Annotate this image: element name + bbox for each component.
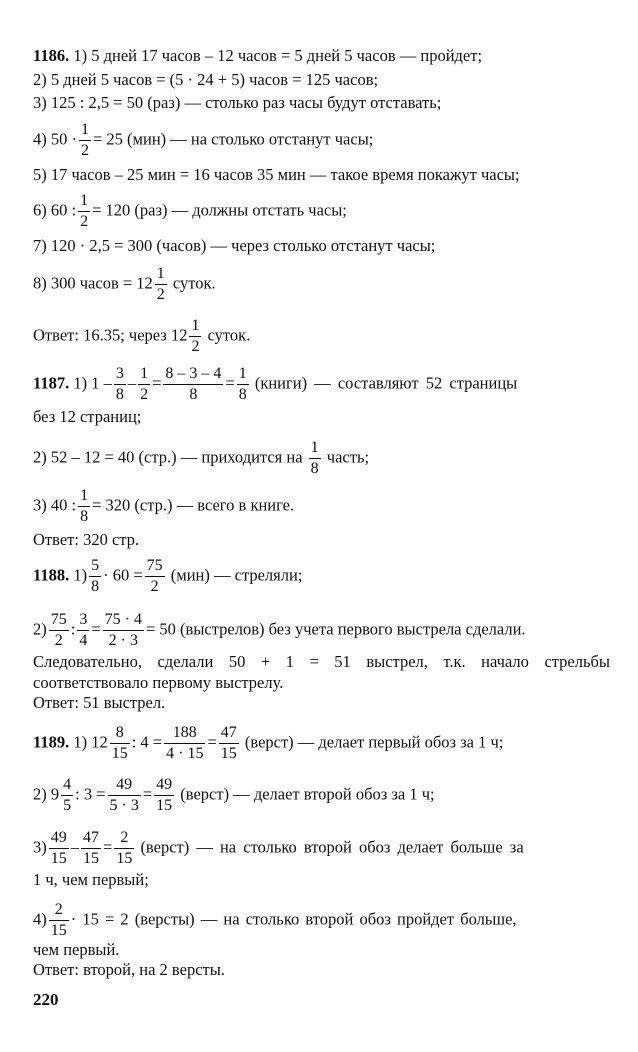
denominator: 8 <box>80 508 89 525</box>
numerator: 1 <box>138 366 150 385</box>
denominator: 8 <box>238 386 247 403</box>
problem-number: 1186. <box>33 46 70 65</box>
operator: : 3 = <box>75 784 106 804</box>
operator: = <box>207 732 217 752</box>
text: (верст) — на столько второй обоз делает больше за <box>140 837 524 857</box>
text: суток. <box>172 273 216 293</box>
denominator: 2 <box>81 142 89 159</box>
operator: = <box>152 373 162 393</box>
fraction <box>114 830 134 867</box>
operator: = <box>91 619 101 639</box>
text: 2) 52 – 12 = 40 (стр.) — приходится на <box>33 447 303 467</box>
text: часть; <box>326 447 370 467</box>
text: = 25 (мин) — на столько отстанут часы; <box>93 129 374 149</box>
denominator: 5 <box>63 797 72 814</box>
fraction <box>49 612 69 649</box>
numerator: 1 <box>79 122 91 141</box>
problem-1186-line-6 <box>33 193 610 230</box>
problem-1186-line-4 <box>33 122 610 159</box>
numerator: 75 <box>145 558 165 577</box>
fraction <box>49 830 69 867</box>
numerator: 1 <box>78 488 90 507</box>
denominator: 15 <box>220 745 237 762</box>
numerator: 1 <box>78 193 90 212</box>
text: 4) <box>33 909 47 929</box>
numerator: 47 <box>219 725 239 744</box>
problem-1186-line-5: 5) 17 часов – 25 мин = 16 часов 35 мин — такое время покажут часы; <box>33 165 520 184</box>
numerator: 2 <box>114 830 134 849</box>
operator: : <box>70 619 76 639</box>
problem-1188-line-4: соответствовало первому выстрелу. <box>33 673 284 692</box>
problem-1186-line-8 <box>33 266 610 303</box>
numerator: 49 <box>49 830 69 849</box>
problem-number: 1187. <box>33 373 70 393</box>
fraction <box>219 725 239 762</box>
text: 4) 50 · <box>33 129 77 149</box>
numerator: 49 <box>108 777 141 796</box>
problem-1186-line-7: 7) 120 · 2,5 = 300 (часов) — через столько отстанут часы; <box>33 236 436 255</box>
denominator: 15 <box>83 850 99 867</box>
numerator: 49 <box>154 777 174 796</box>
numerator: 2 <box>49 902 69 921</box>
text: 8) 300 часов = 12 <box>33 273 153 293</box>
operator: = <box>103 837 113 857</box>
problem-number: 1189. <box>33 732 70 752</box>
fraction <box>138 366 150 403</box>
numerator: 8 <box>110 725 130 744</box>
denominator: 8 <box>189 386 198 403</box>
fraction <box>103 612 144 649</box>
denominator: 2 · 3 <box>108 632 138 649</box>
fraction <box>77 612 89 649</box>
numerator: 1 <box>155 266 167 285</box>
denominator: 2 <box>54 632 63 649</box>
fraction <box>237 366 249 403</box>
text: = 120 (раз) — должны отстать часы; <box>92 200 347 220</box>
problem-1187-line-1 <box>33 366 610 403</box>
problem-1189-line-1 <box>33 725 610 762</box>
denominator: 8 <box>115 386 124 403</box>
fraction <box>78 488 90 525</box>
problem-1186-answer <box>33 318 610 355</box>
fraction <box>89 558 101 595</box>
operator: · 60 = <box>103 565 143 585</box>
fraction <box>189 318 201 355</box>
problem-1189-line-2 <box>33 777 610 814</box>
denominator: 2 <box>80 213 89 230</box>
fraction <box>108 777 141 814</box>
text: Ответ: 16.35; через 12 <box>33 325 188 345</box>
numerator: 3 <box>77 612 89 631</box>
numerator: 75 · 4 <box>103 612 144 631</box>
problem-1187-line-3 <box>33 488 610 525</box>
operator: – <box>70 837 79 857</box>
problem-1186-line-2: 2) 5 дней 5 часов = (5 · 24 + 5) часов = 125 часов; <box>33 70 379 89</box>
denominator: 15 <box>111 745 128 762</box>
text: (книги) — составляют 52 страницы <box>254 373 518 393</box>
problem-1187-answer: Ответ: 320 стр. <box>33 530 140 549</box>
operator: – <box>127 373 137 393</box>
text: 2) <box>33 619 47 639</box>
fraction <box>164 725 205 762</box>
text: 3) <box>33 837 47 857</box>
fraction <box>155 266 167 303</box>
fraction <box>145 558 165 595</box>
operator: : 4 = <box>131 732 163 752</box>
fraction <box>78 193 90 230</box>
problem-1187-line-2 <box>33 440 610 477</box>
problem-1186-line-3: 3) 125 : 2,5 = 50 (раз) — столько раз часы будут отставать; <box>33 93 442 112</box>
fraction <box>81 830 101 867</box>
denominator: 4 <box>79 632 88 649</box>
denominator: 2 <box>191 338 200 355</box>
denominator: 15 <box>156 797 173 814</box>
fraction <box>49 902 69 939</box>
denominator: 8 <box>91 578 100 595</box>
problem-1188-line-3: Следовательно, сделали 50 + 1 = 51 выстрел, т.к. начало стрельбы <box>33 652 610 671</box>
text: · 15 = 2 (версты) — на столько второй обоз пройдет больше, <box>70 909 517 929</box>
problem-1187-line-1-cont: без 12 страниц; <box>33 407 142 426</box>
fraction <box>154 777 174 814</box>
denominator: 2 <box>140 386 149 403</box>
numerator: 4 <box>61 777 73 796</box>
numerator: 47 <box>81 830 101 849</box>
numerator: 75 <box>49 612 69 631</box>
fraction <box>309 440 321 477</box>
denominator: 4 · 15 <box>166 745 204 762</box>
numerator: 1 <box>309 440 321 459</box>
text: 1) 12 <box>73 732 108 752</box>
problem-1186-line-1 <box>33 46 610 66</box>
operator: = <box>142 784 153 804</box>
numerator: 1 <box>189 318 201 337</box>
text: 2) 9 <box>33 784 60 804</box>
denominator: 15 <box>50 850 67 867</box>
text: 1) 5 дней 17 часов – 12 часов = 5 дней 5 часов — пройдет; <box>73 46 483 65</box>
fraction <box>114 366 126 403</box>
denominator: 8 <box>310 460 319 477</box>
text: (верст) — делает первый обоз за 1 ч; <box>244 732 504 752</box>
fraction <box>61 777 73 814</box>
denominator: 15 <box>116 850 133 867</box>
problem-1189-line-3-cont: 1 ч, чем первый; <box>33 870 149 889</box>
text: 1) <box>73 565 88 585</box>
problem-1188-line-2 <box>33 612 610 649</box>
denominator: 15 <box>50 922 67 939</box>
problem-number: 1188. <box>33 565 70 585</box>
text: 3) 40 : <box>33 495 77 515</box>
fraction <box>79 122 91 159</box>
problem-1189-answer: Ответ: второй, на 2 версты. <box>33 960 225 979</box>
text: = 320 (стр.) — всего в книге. <box>92 495 295 515</box>
numerator: 188 <box>164 725 205 744</box>
text: (верст) — делает второй обоз за 1 ч; <box>180 784 435 804</box>
fraction <box>110 725 130 762</box>
page-number: 220 <box>33 990 59 1009</box>
problem-1188-line-1 <box>33 558 610 595</box>
text: суток. <box>207 325 251 345</box>
denominator: 2 <box>156 286 165 303</box>
fraction <box>163 366 223 403</box>
numerator: 8 – 3 – 4 <box>163 366 223 385</box>
text: 1) 1 – <box>73 373 112 393</box>
problem-1189-line-4-cont: чем первый. <box>33 940 120 959</box>
numerator: 1 <box>237 366 249 385</box>
text: 6) 60 : <box>33 200 77 220</box>
problem-1189-line-4 <box>33 902 610 939</box>
denominator: 5 · 3 <box>109 797 139 814</box>
problem-1189-line-3 <box>33 830 610 867</box>
denominator: 2 <box>150 578 159 595</box>
text: = 50 (выстрелов) без учета первого выстрела сделали. <box>145 619 526 639</box>
operator: = <box>225 373 235 393</box>
numerator: 3 <box>114 366 126 385</box>
text: (мин) — стреляли; <box>170 565 303 585</box>
problem-1188-answer: Ответ: 51 выстрел. <box>33 693 166 712</box>
numerator: 5 <box>89 558 101 577</box>
